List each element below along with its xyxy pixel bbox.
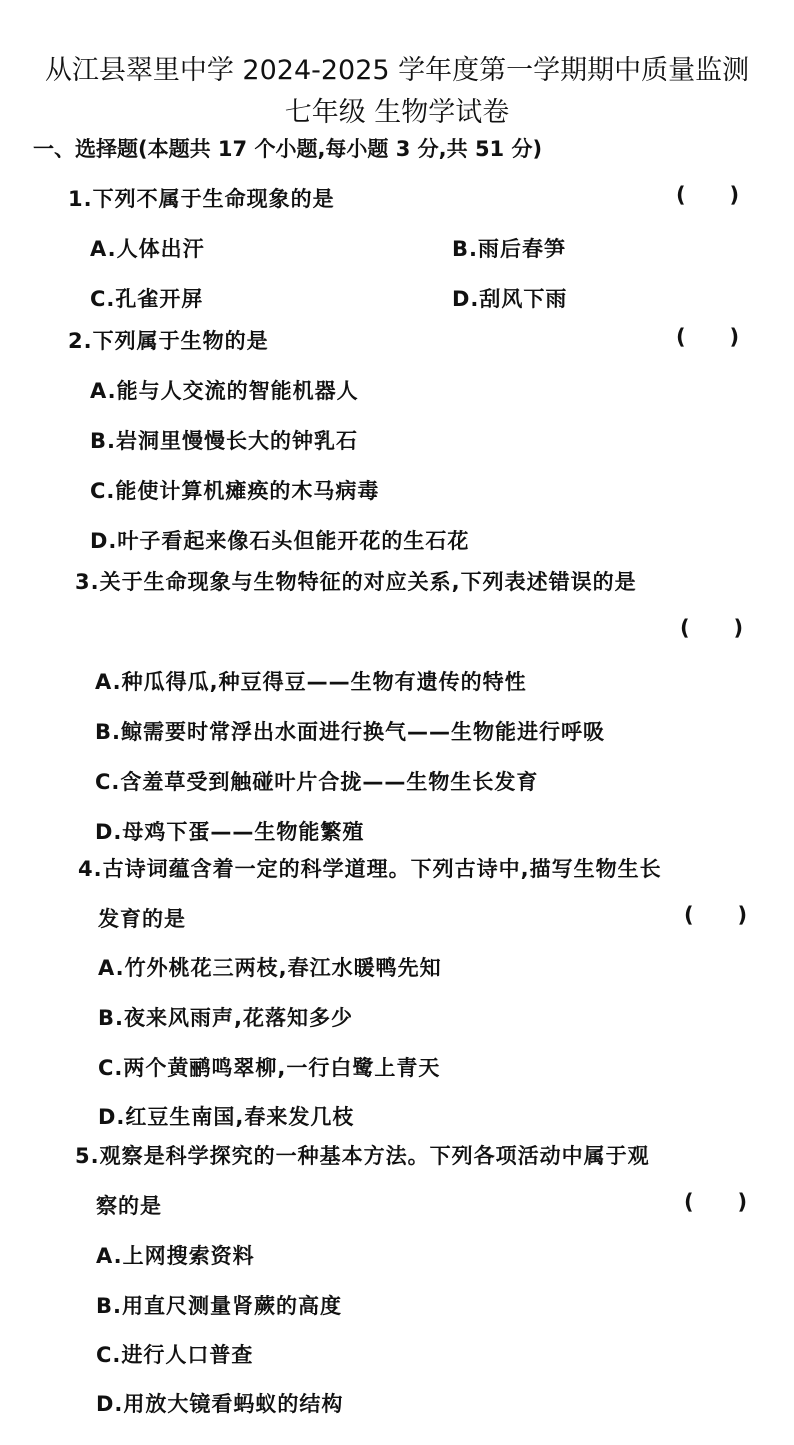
option-c: C.孔雀开屏: [90, 287, 204, 311]
option-b: B.夜来风雨声,花落知多少: [98, 1006, 353, 1030]
exam-subtitle: 七年级 生物学试卷: [284, 97, 510, 128]
option-c: C.含羞草受到触碰叶片合拢——生物生长发育: [95, 770, 539, 794]
option-d: D.叶子看起来像石头但能开花的生石花: [90, 529, 470, 553]
option-c: C.两个黄鹂鸣翠柳,一行白鹭上青天: [98, 1056, 441, 1080]
question-stem-continued: 发育的是: [98, 907, 186, 931]
answer-blank: ( ): [676, 183, 740, 207]
option-a: A.上网搜索资料: [96, 1244, 255, 1268]
question-stem: 5.观察是科学探究的一种基本方法。下列各项活动中属于观: [75, 1144, 650, 1168]
option-c: C.能使计算机瘫痪的木马病毒: [90, 479, 380, 503]
question-stem: 1.下列不属于生命现象的是: [68, 187, 335, 211]
question-stem: 3.关于生命现象与生物特征的对应关系,下列表述错误的是: [75, 570, 637, 594]
option-d: D.红豆生南国,春来发几枝: [98, 1105, 355, 1129]
option-d: D.母鸡下蛋——生物能繁殖: [95, 820, 365, 844]
option-b: B.雨后春笋: [452, 237, 566, 261]
option-b: B.岩洞里慢慢长大的钟乳石: [90, 429, 358, 453]
answer-blank: ( ): [684, 1190, 748, 1214]
question-stem-continued: 察的是: [96, 1194, 162, 1218]
option-c: C.进行人口普查: [96, 1343, 254, 1367]
option-d: D.刮风下雨: [452, 287, 568, 311]
option-a: A.种瓜得瓜,种豆得豆——生物有遗传的特性: [95, 670, 527, 694]
answer-blank: ( ): [680, 616, 744, 640]
option-a: A.竹外桃花三两枝,春江水暖鸭先知: [98, 956, 442, 980]
option-b: B.鲸需要时常浮出水面进行换气——生物能进行呼吸: [95, 720, 605, 744]
option-d: D.用放大镜看蚂蚁的结构: [96, 1392, 344, 1416]
option-a: A.能与人交流的智能机器人: [90, 379, 359, 403]
answer-blank: ( ): [676, 325, 740, 349]
exam-title: 从江县翠里中学 2024-2025 学年度第一学期期中质量监测: [44, 55, 750, 86]
answer-blank: ( ): [684, 903, 748, 927]
question-stem: 4.古诗词蕴含着一定的科学道理。下列古诗中,描写生物生长: [78, 857, 662, 881]
section-heading: 一、选择题(本题共 17 个小题,每小题 3 分,共 51 分): [33, 137, 543, 161]
question-stem: 2.下列属于生物的是: [68, 329, 269, 353]
option-b: B.用直尺测量肾蕨的高度: [96, 1294, 342, 1318]
option-a: A.人体出汗: [90, 237, 205, 261]
